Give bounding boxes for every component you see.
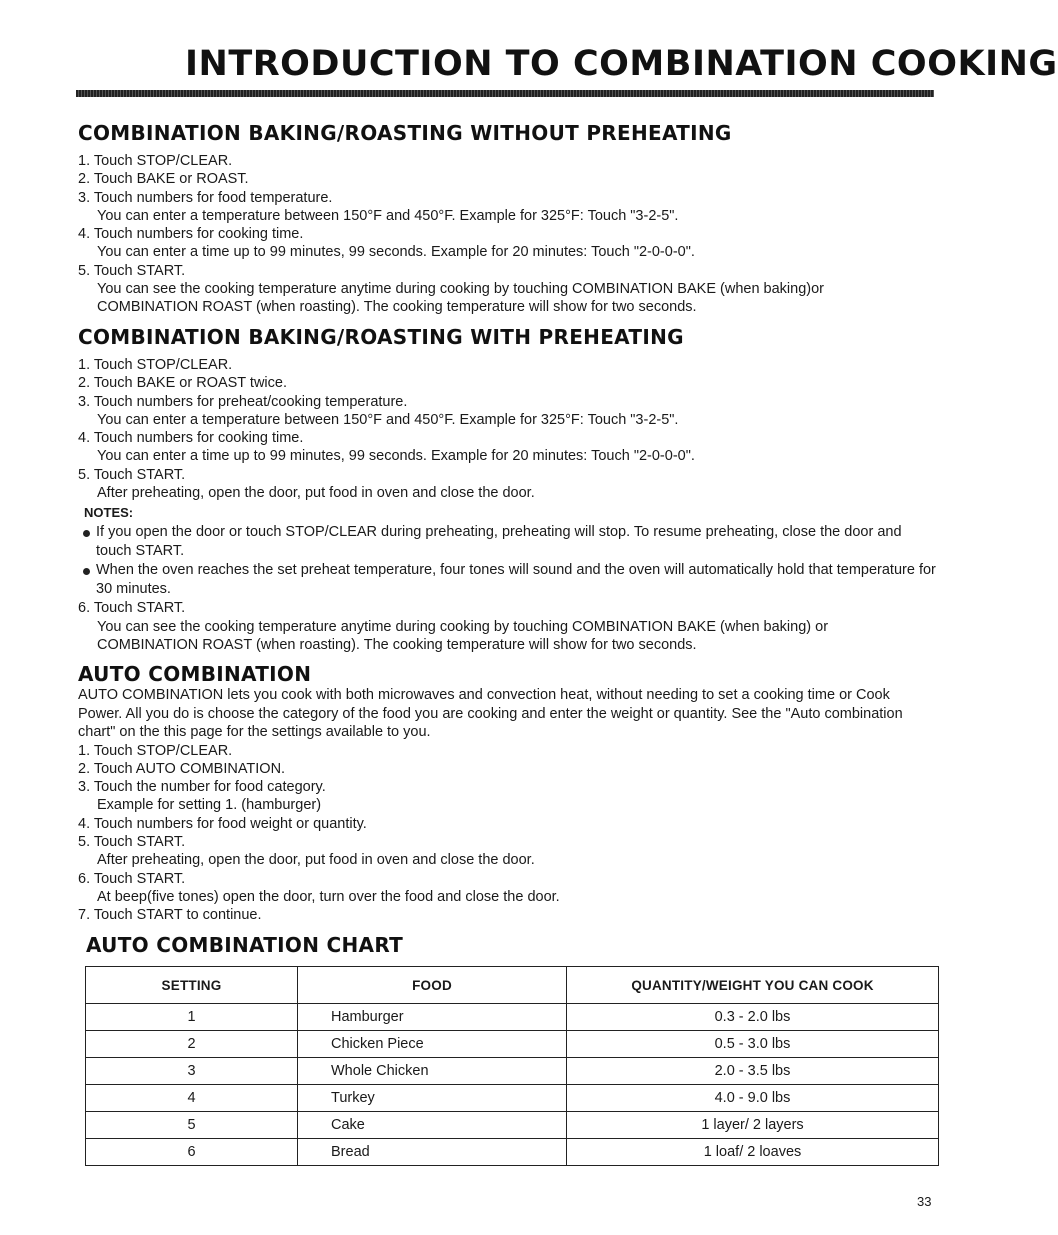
auto-combination-heading: AUTO COMBINATION <box>78 662 312 686</box>
step-item: 5. Touch START. <box>78 262 186 279</box>
step-item: 2. Touch AUTO COMBINATION. <box>78 760 286 777</box>
step-item: 3. Touch numbers for food temperature. <box>78 189 333 206</box>
step-item: 1. Touch STOP/CLEAR. <box>78 742 233 759</box>
step-item: 7. Touch START to continue. <box>78 907 262 924</box>
bullet-icon <box>83 568 90 575</box>
with-preheat-final-steps <box>78 599 938 654</box>
step-item: 2. Touch BAKE or ROAST twice. <box>78 375 287 392</box>
with-preheat-heading: COMBINATION BAKING/ROASTING WITH PREHEATING <box>78 325 684 349</box>
auto-combination-section <box>78 662 938 924</box>
notes-label: NOTES: <box>84 505 134 521</box>
note-item <box>78 561 938 599</box>
note-text: If you open the door or touch STOP/CLEAR during preheating, preheating will stop. To resume preheating, close the door and touch START. <box>96 524 902 560</box>
step-item: 5. Touch START. <box>78 466 186 483</box>
chart-heading: AUTO COMBINATION CHART <box>86 933 404 957</box>
food-cell: Whole Chicken <box>298 1058 567 1085</box>
setting-cell: 4 <box>86 1085 298 1112</box>
chart-body <box>86 1004 939 1166</box>
auto-combination-chart <box>85 966 939 1166</box>
food-cell: Hamburger <box>298 1004 567 1031</box>
auto-combination-steps <box>78 742 938 925</box>
step-detail: Example for setting 1. (hamburger) <box>97 797 322 814</box>
step-detail: You can enter a time up to 99 minutes, 99 seconds. Example for 20 minutes: Touch "2-0-0-0". <box>97 244 695 261</box>
table-row <box>86 1085 939 1112</box>
header-setting: SETTING <box>86 967 298 1004</box>
setting-cell: 3 <box>86 1058 298 1085</box>
auto-combination-intro: AUTO COMBINATION lets you cook with both microwaves and convection heat, without needing to set a cooking time or Cook Power. All you do is choose the category of the food you are cooking and enter the weight or quantity. See the "Auto combination chart" on the this page for the settings available to you. <box>78 687 903 740</box>
without-preheat-heading: COMBINATION BAKING/ROASTING WITHOUT PREHEATING <box>78 121 732 145</box>
quantity-cell: 4.0 - 9.0 lbs <box>567 1085 939 1112</box>
note-item <box>78 523 938 561</box>
setting-cell: 5 <box>86 1112 298 1139</box>
without-preheat-steps <box>78 152 938 317</box>
title-rule <box>76 90 934 97</box>
step-item: 4. Touch numbers for food weight or quantity. <box>78 815 367 832</box>
step-item: 2. Touch BAKE or ROAST. <box>78 171 249 188</box>
step-item: 4. Touch numbers for cooking time. <box>78 226 304 243</box>
step-item: 4. Touch numbers for cooking time. <box>78 430 304 447</box>
page-number: 33 <box>917 1194 932 1209</box>
step-detail: COMBINATION ROAST (when roasting). The cooking temperature will show for two seconds. <box>97 299 697 316</box>
chart-header-row <box>86 967 939 1004</box>
setting-cell: 1 <box>86 1004 298 1031</box>
notes-list <box>78 523 938 599</box>
step-detail: You can see the cooking temperature anytime during cooking by touching COMBINATION BAKE (when baking)or <box>97 281 824 298</box>
step-item: 6. Touch START. <box>78 600 186 617</box>
step-detail: After preheating, open the door, put food in oven and close the door. <box>97 485 535 502</box>
page-title: INTRODUCTION TO COMBINATION COOKING <box>185 44 1058 84</box>
table-row <box>86 1004 939 1031</box>
step-item: 1. Touch STOP/CLEAR. <box>78 153 233 169</box>
table-row <box>86 1058 939 1085</box>
step-detail: You can enter a temperature between 150°F and 450°F. Example for 325°F: Touch "3-2-5". <box>97 411 679 428</box>
step-detail: At beep(five tones) open the door, turn over the food and close the door. <box>97 888 560 905</box>
step-detail: COMBINATION ROAST (when roasting). The cooking temperature will show for two seconds. <box>97 636 697 653</box>
quantity-cell: 1 layer/ 2 layers <box>567 1112 939 1139</box>
step-item: 1. Touch STOP/CLEAR. <box>78 357 233 373</box>
quantity-cell: 1 loaf/ 2 loaves <box>567 1139 939 1166</box>
setting-cell: 2 <box>86 1031 298 1058</box>
food-cell: Cake <box>298 1112 567 1139</box>
step-item: 6. Touch START. <box>78 870 186 887</box>
header-quantity: QUANTITY/WEIGHT YOU CAN COOK <box>567 967 939 1004</box>
food-cell: Chicken Piece <box>298 1031 567 1058</box>
step-item: 3. Touch numbers for preheat/cooking temperature. <box>78 393 408 410</box>
without-preheat-section <box>78 121 938 317</box>
step-detail: After preheating, open the door, put food in oven and close the door. <box>97 852 535 869</box>
step-detail: You can see the cooking temperature anytime during cooking by touching COMBINATION BAKE (when baking) or <box>97 618 829 635</box>
with-preheat-steps <box>78 356 938 502</box>
step-item: 5. Touch START. <box>78 833 186 850</box>
table-row <box>86 1031 939 1058</box>
food-cell: Bread <box>298 1139 567 1166</box>
food-cell: Turkey <box>298 1085 567 1112</box>
setting-cell: 6 <box>86 1139 298 1166</box>
table-row <box>86 1112 939 1139</box>
step-detail: You can enter a temperature between 150°F and 450°F. Example for 325°F: Touch "3-2-5". <box>97 207 679 224</box>
header-food: FOOD <box>298 967 567 1004</box>
with-preheat-section <box>78 325 938 654</box>
table-row <box>86 1139 939 1166</box>
note-text: When the oven reaches the set preheat temperature, four tones will sound and the oven will automatically hold that temperature for 30 minutes. <box>96 562 936 598</box>
quantity-cell: 2.0 - 3.5 lbs <box>567 1058 939 1085</box>
step-item: 3. Touch the number for food category. <box>78 779 326 796</box>
step-detail: You can enter a time up to 99 minutes, 99 seconds. Example for 20 minutes: Touch "2-0-0-0". <box>97 448 695 465</box>
quantity-cell: 0.5 - 3.0 lbs <box>567 1031 939 1058</box>
quantity-cell: 0.3 - 2.0 lbs <box>567 1004 939 1031</box>
chart-section <box>86 933 946 957</box>
bullet-icon <box>83 530 90 537</box>
